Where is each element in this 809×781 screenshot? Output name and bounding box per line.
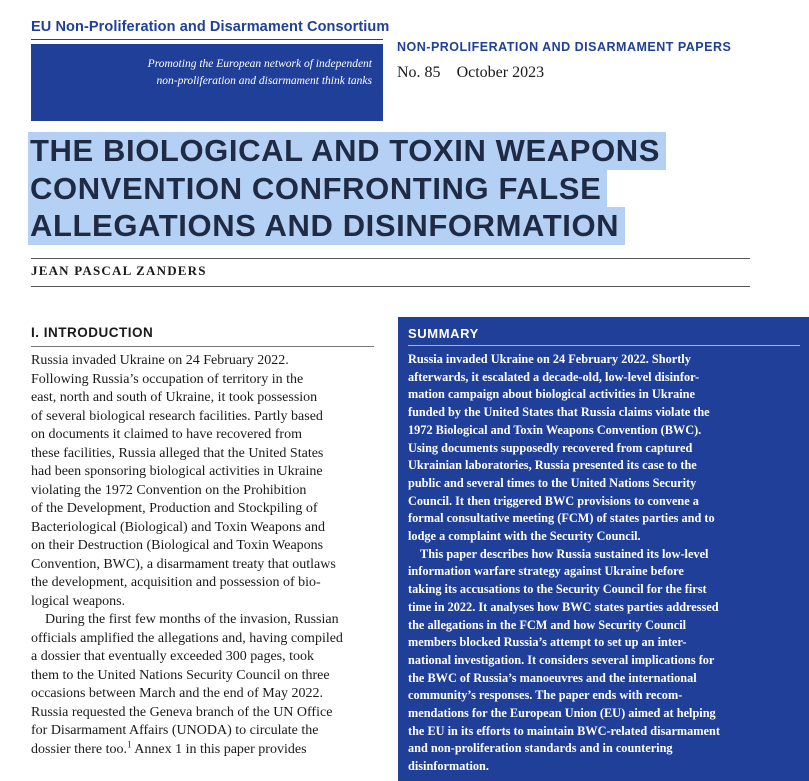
intro-line: the development, acquisition and possession of bio- [31, 575, 321, 590]
summary-line: mendations for the European Union (EU) aimed at helping [408, 706, 716, 721]
intro-line: During the first few months of the invasion, Russian [45, 612, 339, 627]
promo-line: Promoting the European network of independent [147, 58, 372, 70]
summary-line: information warfare strategy against Ukraine before [408, 564, 684, 579]
issue-number: No. 85 [397, 64, 441, 81]
footnote-marker[interactable]: 1 [127, 738, 132, 749]
summary-line: the allegations in the FCM and how Security Council [408, 617, 687, 632]
intro-line: had been sponsoring biological activities in Ukraine [31, 464, 323, 479]
intro-line: on documents it claimed to have recovered from [31, 427, 302, 442]
intro-line: for Disarmament Affairs (UNODA) to circulate the [31, 723, 319, 738]
summary-line: mation campaign about biological activities in Ukraine [408, 387, 695, 402]
summary-line: members blocked Russia’s attempt to set up an inter- [408, 635, 687, 650]
intro-line: east, north and south of Ukraine, it took possession [31, 390, 318, 405]
summary-line: Russia invaded Ukraine on 24 February 2022. Shortly [408, 352, 691, 366]
intro-line: Bacteriological (Biological) and Toxin Weapons and [31, 519, 326, 535]
intro-line-text: Annex 1 in this paper provides [134, 741, 307, 757]
promo-banner [31, 44, 383, 121]
intro-line: Russia invaded Ukraine on 24 February 2022. [31, 353, 289, 368]
author-rule-bottom [31, 286, 750, 287]
summary-line: taking its accusations to the Security Council for the first [408, 582, 707, 597]
summary-line: disinformation. [408, 759, 489, 774]
summary-line: the BWC of Russia’s manoeuvres and the international [408, 670, 697, 685]
series-title: NON-PROLIFERATION AND DISARMAMENT PAPERS [397, 40, 732, 54]
intro-line: Convention, BWC), a disarmament treaty that outlaws [31, 556, 336, 572]
title-line[interactable]: CONVENTION CONFRONTING FALSE [28, 170, 607, 208]
summary-line: national investigation. It considers several implications for [408, 652, 715, 667]
intro-line: officials amplified the allegations and, having compiled [31, 630, 343, 646]
promo-line: non-proliferation and disarmament think tanks [156, 75, 372, 87]
summary-rule [408, 345, 800, 346]
title-line[interactable]: ALLEGATIONS AND DISINFORMATION [28, 207, 625, 245]
intro-line: a dossier that eventually exceeded 300 pages, took [31, 649, 315, 664]
issue-info [397, 64, 544, 82]
intro-line: them to the United Nations Security Council on three [31, 667, 330, 683]
intro-line: of several biological research facilities. Partly based [31, 408, 323, 424]
introduction-body [31, 352, 376, 759]
intro-line: Russia requested the Geneva branch of the UN Office [31, 704, 333, 720]
title-line[interactable]: THE BIOLOGICAL AND TOXIN WEAPONS [28, 132, 666, 170]
intro-line: occasions between March and the end of May 2022. [31, 686, 323, 701]
summary-line: Ukrainian laboratories, Russia presented its case to the [408, 458, 697, 473]
issue-date: October 2023 [456, 64, 545, 81]
summary-line: community’s responses. The paper ends with recom- [408, 688, 683, 703]
summary-line: Using documents supposedly recovered from captured [408, 440, 693, 455]
intro-line: these facilities, Russia alleged that the United States [31, 445, 324, 461]
summary-line: This paper describes how Russia sustained its low-level [420, 546, 709, 561]
intro-line: of the Development, Production and Stockpiling of [31, 501, 318, 516]
summary-line: funded by the United States that Russia claims violate the [408, 405, 710, 420]
summary-line: the EU in its efforts to maintain BWC-related disarmament [408, 723, 720, 738]
summary-heading: SUMMARY [408, 326, 479, 341]
summary-line: time in 2022. It analyses how BWC states parties addressed [408, 599, 719, 614]
paper-title[interactable] [28, 132, 728, 245]
intro-line: on their Destruction (Biological and Toxin Weapons [31, 538, 324, 553]
intro-line: violating the 1972 Convention on the Prohibition [31, 482, 307, 498]
intro-line [31, 738, 376, 760]
summary-line: lodge a complaint with the Security Council. [408, 529, 641, 544]
author-rule-top [31, 258, 750, 259]
author-name: JEAN PASCAL ZANDERS [31, 263, 207, 278]
consortium-name: EU Non-Proliferation and Disarmament Consortium [31, 19, 390, 35]
introduction-heading: I. INTRODUCTION [31, 325, 154, 340]
summary-box [398, 317, 809, 781]
summary-line: Council. It then triggered BWC provisions to convene a [408, 493, 699, 508]
summary-line: 1972 Biological and Toxin Weapons Convention (BWC). [408, 422, 702, 437]
summary-line: afterwards, it escalated a decade-old, low-level disinfor- [408, 369, 700, 384]
introduction-rule [31, 346, 374, 347]
header-divider [31, 39, 383, 40]
summary-line: and non-proliferation standards and in countering [408, 741, 673, 756]
summary-body [408, 351, 804, 776]
intro-line: logical weapons. [31, 593, 126, 609]
intro-line: Following Russia’s occupation of territory in the [31, 371, 304, 387]
summary-line: formal consultative meeting (FCM) of states parties and to [408, 511, 715, 526]
intro-line-text: dossier there too. [31, 741, 128, 757]
summary-line: public and several times to the United Nations Security [408, 475, 697, 490]
